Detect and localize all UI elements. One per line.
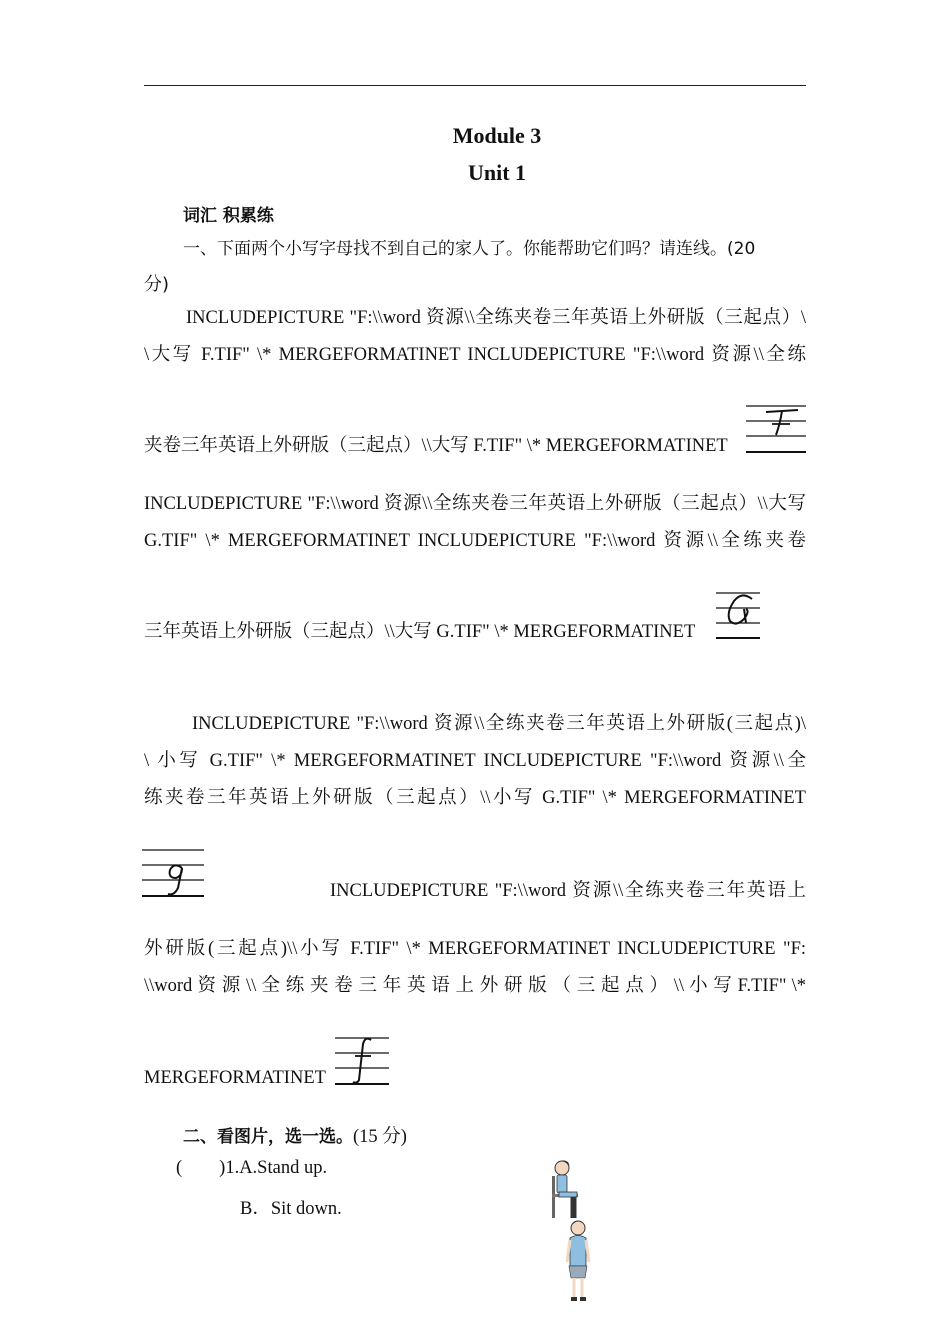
uppercase-F-picture[interactable] <box>746 404 808 454</box>
field-code-block-g: INCLUDEPICTURE "F:\\word 资源\\全练夹卷三年英语上外研版(三起点)\ \ 小写 G.TIF" \* MERGEFORMATINET INCLUDEPICTURE "F:\\word 资源\\全 练夹卷三年英语上外研版（三起点）\\小写 G.TIF" \* MERGEFORMATINET <box>144 714 806 808</box>
q2-item1-option-b[interactable]: B．Sit down. <box>240 1199 342 1219</box>
svg-text:g: g <box>172 878 173 879</box>
girl-sitting-picture <box>546 1156 590 1224</box>
field-code-block-G-end: 三年英语上外研版（三起点）\\大写 G.TIF" \* MERGEFORMATINET <box>144 622 696 642</box>
field-code-block-G: INCLUDEPICTURE "F:\\word 资源\\全练夹卷三年英语上外研版（三起点）\\大写 G.TIF" \* MERGEFORMATINET INCLUDEPICTURE "F:\\word 资源\\全练夹卷 <box>144 494 806 551</box>
uppercase-G-picture[interactable] <box>716 591 762 641</box>
svg-text:G: G <box>736 621 737 622</box>
field-code-block-F: INCLUDEPICTURE "F:\\word 资源\\全练夹卷三年英语上外研版（三起点）\ \大写 F.TIF" \* MERGEFORMATINET INCLUDEPICTURE "F:\\word 资源\\全练 <box>144 308 806 365</box>
field-code-block-f: 外研版(三起点)\\小写 F.TIF" \* MERGEFORMATINET INCLUDEPICTURE "F: \\word 资 源 \\ 全 练 夹 卷 三 年 英 语 上 外 研 版 （ 三 起 点 ） \\ 小 写 F.TIF" \* <box>144 939 806 996</box>
lowercase-g-picture[interactable] <box>142 848 206 900</box>
q1-prompt: 一、下面两个小写字母找不到自己的家人了。你能帮助它们吗？请连线。(20 <box>183 239 756 259</box>
q2-item1-option-a[interactable]: ( )1.A.Stand up. <box>176 1158 328 1178</box>
field-code-block-f-start: INCLUDEPICTURE "F:\\word 资源\\全练夹卷三年英语上 <box>330 881 806 901</box>
svg-text:f: f <box>361 1066 362 1067</box>
girl-standing-picture <box>562 1218 594 1304</box>
field-code-block-F-end: 夹卷三年英语上外研版（三起点）\\大写 F.TIF" \* MERGEFORMATINET <box>144 436 728 456</box>
section-heading: 词汇 积累练 <box>183 206 274 226</box>
field-code-block-f-end: MERGEFORMATINET <box>144 1068 326 1088</box>
header-rule <box>144 85 806 86</box>
unit-title: Unit 1 <box>467 160 527 185</box>
module-title: Module 3 <box>452 123 542 148</box>
q1-prompt-cont: 分) <box>144 274 170 295</box>
q2-prompt: 二、看图片，选一选。(15 分) <box>183 1127 407 1147</box>
lowercase-f-picture[interactable] <box>335 1036 391 1086</box>
